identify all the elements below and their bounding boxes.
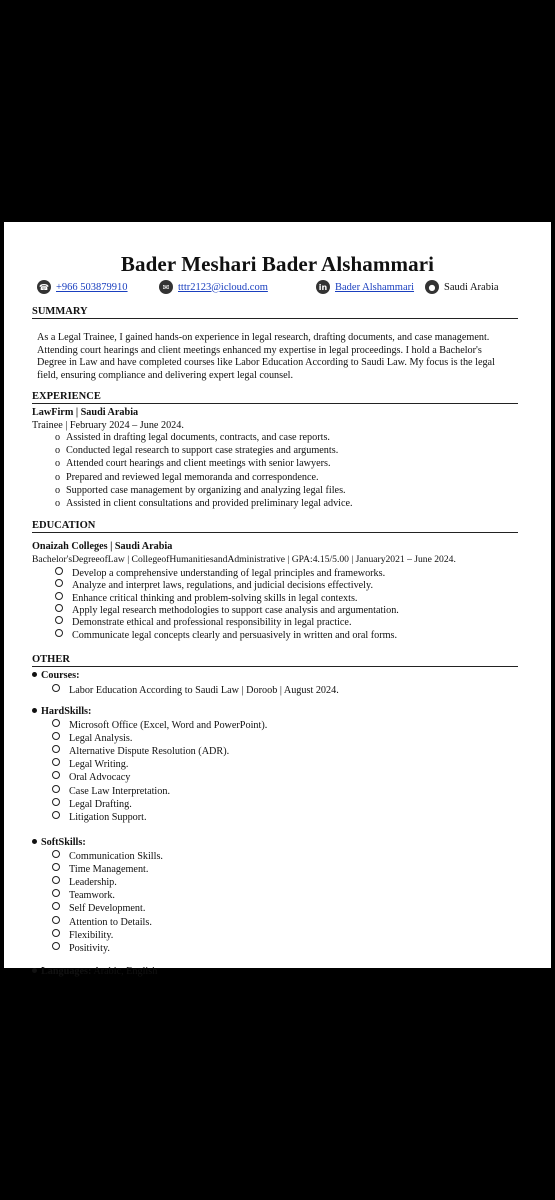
education-item xyxy=(55,629,397,641)
languages-value: Arabic, English xyxy=(93,966,158,977)
hardskill-item xyxy=(52,745,229,757)
experience-item-text: Supported case management by organizing and analyzing legal files. xyxy=(66,484,346,496)
experience-item xyxy=(55,445,338,456)
bullet-marker: o xyxy=(55,484,61,496)
experience-item-text: Prepared and reviewed legal memoranda and correspondence. xyxy=(66,471,319,483)
softskill-item-text: Leadership. xyxy=(69,877,117,889)
bullet-dot xyxy=(32,672,37,677)
location-text: Saudi Arabia xyxy=(444,281,499,293)
hardskill-item-text: Alternative Dispute Resolution (ADR). xyxy=(69,746,230,758)
course-item-text: Labor Education According to Saudi Law | Doroob | August 2024. xyxy=(69,685,339,696)
bullet-circle-icon xyxy=(52,719,60,727)
linkedin-link[interactable]: Bader Alshammari xyxy=(335,281,415,293)
bullet-circle-icon xyxy=(55,567,63,575)
experience-item xyxy=(55,498,353,509)
phone-link[interactable]: +966 503879910 xyxy=(56,281,128,293)
hardskills-label: HardSkills: xyxy=(41,706,92,717)
softskill-item xyxy=(52,863,148,875)
experience-heading: EXPERIENCE xyxy=(32,391,518,404)
hardskill-item xyxy=(52,811,147,823)
softskill-item-text: Time Management. xyxy=(69,864,149,876)
other-heading: OTHER xyxy=(32,654,518,667)
summary-line: As a Legal Trainee, I gained hands-on experience in legal research, drafting documents, and case management. xyxy=(37,332,490,343)
bullet-marker: o xyxy=(55,458,61,470)
bullet-marker: o xyxy=(55,432,61,443)
hardskill-item xyxy=(52,758,128,770)
experience-item-text: Assisted in client consultations and provided preliminary legal advice. xyxy=(66,498,353,509)
experience-item-text: Assisted in drafting legal documents, contracts, and case reports. xyxy=(66,432,330,443)
languages-line xyxy=(32,965,157,978)
softskill-item-text: Positivity. xyxy=(69,942,110,954)
bullet-dot xyxy=(32,708,37,713)
bullet-circle-icon xyxy=(52,942,60,950)
location-contact xyxy=(425,280,499,294)
resume-page xyxy=(4,222,551,977)
education-item xyxy=(55,592,357,604)
bullet-circle-icon xyxy=(55,604,63,612)
softskill-item xyxy=(52,876,117,888)
bullet-circle-icon xyxy=(52,732,60,740)
bullet-circle-icon xyxy=(52,889,60,897)
location-pin-icon: ● xyxy=(425,280,439,294)
hardskill-item-text: Microsoft Office (Excel, Word and PowerPoint). xyxy=(69,720,268,731)
bullet-circle-icon xyxy=(52,863,60,871)
courses-heading xyxy=(32,669,79,682)
bullet-circle-icon xyxy=(55,579,63,587)
bullet-circle-icon xyxy=(55,616,63,624)
summary-line: Attending court hearings and client meetings enhanced my expertise in legal proceedings. I hold a Bachelor's xyxy=(37,344,482,356)
email-contact[interactable] xyxy=(159,280,268,294)
bullet-circle-icon xyxy=(55,592,63,600)
softskill-item-text: Attention to Details. xyxy=(69,916,152,928)
education-item xyxy=(55,579,373,591)
education-degree: Bachelor'sDegreeofLaw | CollegeofHumanitiesandAdministrative | GPA:4.15/5.00 | January2021 – June 2024. xyxy=(32,554,456,565)
education-item-text: Analyze and interpret laws, regulations, and judicial decisions effectively. xyxy=(72,580,373,592)
resume-name: Bader Meshari Bader Alshammari xyxy=(120,252,435,276)
softskills-label: SoftSkills: xyxy=(41,837,86,848)
bullet-circle-icon xyxy=(52,745,60,753)
education-item xyxy=(55,567,385,579)
bullet-circle-icon xyxy=(55,629,63,637)
hardskill-item xyxy=(52,785,170,797)
languages-label: Languages: xyxy=(41,966,92,977)
hardskill-item xyxy=(52,732,132,744)
education-item-text: Communicate legal concepts clearly and persuasively in written and oral forms. xyxy=(72,629,398,641)
summary-line: Degree in Law and have completed courses like Labor Education According to Saudi Law. My focus is the legal xyxy=(37,357,495,368)
bullet-circle-icon xyxy=(52,916,60,924)
softskill-item xyxy=(52,942,110,954)
hardskill-item xyxy=(52,771,130,783)
course-item xyxy=(52,684,339,696)
bullet-marker: o xyxy=(55,471,61,483)
experience-item-text: Attended court hearings and client meetings with senior lawyers. xyxy=(66,458,331,470)
bullet-circle-icon xyxy=(52,798,60,806)
experience-role: Trainee | February 2024 – June 2024. xyxy=(32,420,184,431)
bullet-marker: o xyxy=(55,498,61,509)
experience-item xyxy=(55,458,331,469)
bullet-circle-icon xyxy=(52,850,60,858)
experience-item xyxy=(55,472,319,483)
softskill-item xyxy=(52,902,145,914)
experience-org: LawFirm | Saudi Arabia xyxy=(32,407,139,418)
hardskill-item-text: Legal Analysis. xyxy=(69,733,133,745)
bullet-dot xyxy=(32,968,37,973)
education-item-text: Develop a comprehensive understanding of legal principles and frameworks. xyxy=(72,568,386,579)
experience-item xyxy=(55,432,330,443)
bullet-circle-icon xyxy=(52,876,60,884)
bullet-circle-icon xyxy=(52,811,60,819)
softskill-item xyxy=(52,889,115,901)
education-heading: EDUCATION xyxy=(32,520,518,533)
summary-text xyxy=(37,332,523,382)
hardskill-item-text: Legal Writing. xyxy=(69,759,129,771)
education-org: Onaizah Colleges | Saudi Arabia xyxy=(32,541,173,552)
education-item-text: Enhance critical thinking and problem-solving skills in legal contexts. xyxy=(72,592,358,604)
bullet-circle-icon xyxy=(52,771,60,779)
education-item-text: Demonstrate ethical and professional responsibility in legal practice. xyxy=(72,617,352,629)
softskill-item-text: Teamwork. xyxy=(69,890,115,902)
bullet-marker: o xyxy=(55,445,61,457)
phone-icon: ☎ xyxy=(37,280,51,294)
hardskills-heading xyxy=(32,705,91,718)
softskill-item xyxy=(52,916,152,928)
courses-label: Courses: xyxy=(41,670,80,681)
linkedin-icon: in xyxy=(316,280,330,294)
bullet-circle-icon xyxy=(52,758,60,766)
softskills-heading xyxy=(32,836,86,849)
bullet-dot xyxy=(32,839,37,844)
email-icon: ✉ xyxy=(159,280,173,294)
summary-line: field, ensuring compliance and delivering expert legal counsel. xyxy=(37,369,294,381)
experience-item-text: Conducted legal research to support case strategies and arguments. xyxy=(66,445,339,457)
email-link[interactable]: tttr2123@icloud.com xyxy=(178,281,268,293)
softskill-item xyxy=(52,850,163,862)
experience-item xyxy=(55,485,346,496)
hardskill-item xyxy=(52,719,267,731)
summary-heading: SUMMARY xyxy=(32,306,518,319)
phone-contact[interactable] xyxy=(37,280,128,294)
softskill-item-text: Flexibility. xyxy=(69,929,114,941)
hardskill-item-text: Litigation Support. xyxy=(69,811,147,823)
hardskill-item-text: Legal Drafting. xyxy=(69,798,132,810)
education-item xyxy=(55,604,399,616)
education-item xyxy=(55,616,352,628)
hardskill-item xyxy=(52,798,132,810)
hardskill-item-text: Oral Advocacy xyxy=(69,772,131,784)
bullet-circle-icon xyxy=(52,902,60,910)
linkedin-contact[interactable] xyxy=(316,280,414,294)
hardskill-item-text: Case Law Interpretation. xyxy=(69,785,170,797)
softskill-item-text: Self Development. xyxy=(69,903,146,915)
bullet-circle-icon xyxy=(52,785,60,793)
softskill-item xyxy=(52,929,113,941)
education-item-text: Apply legal research methodologies to support case analysis and argumentation. xyxy=(72,604,399,616)
bullet-circle-icon xyxy=(52,929,60,937)
bullet-circle-icon xyxy=(52,684,60,692)
softskill-item-text: Communication Skills. xyxy=(69,851,163,862)
